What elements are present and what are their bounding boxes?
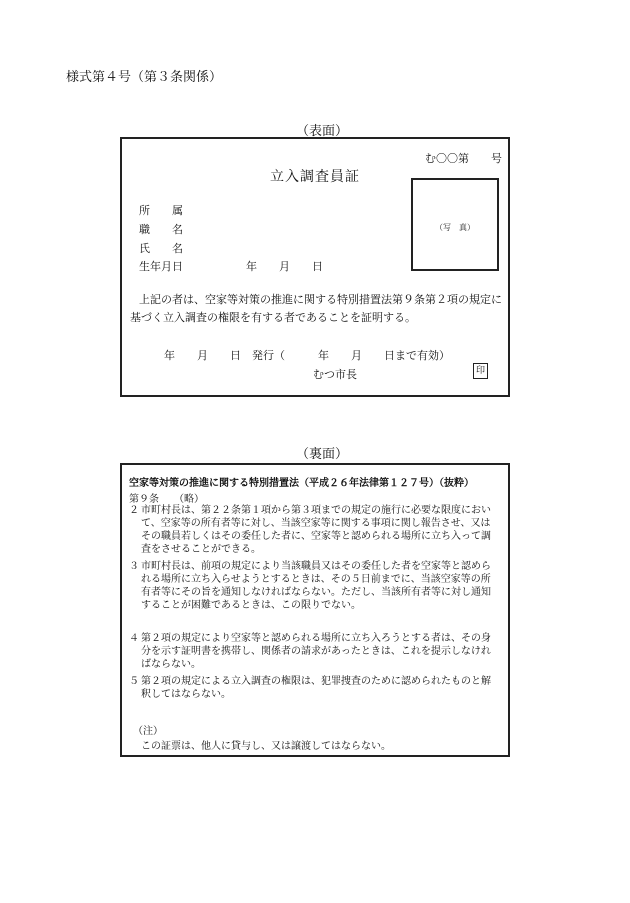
photo-label: （写 真） bbox=[435, 223, 475, 232]
card-title: 立入調査員証 bbox=[270, 169, 360, 185]
paragraph-text: 市町村長は、第２２条第１項から第３項までの規定の施行に必要な限度において、空家等の所有者等に対し、当該空家等に関する事項に関し報告させ、又はその職員若しくはその委任した者に、空家等と認められる場所に立ち入って調査をさせることができる。 bbox=[141, 505, 491, 555]
paragraph bbox=[129, 560, 499, 612]
paragraph-number: ２ bbox=[129, 505, 139, 516]
paragraph-text: 第２項の規定により空家等と認められる場所に立ち入ろうとする者は、その身分を示す証明書を携帯し、関係者の請求があったときは、これを提示しなければならない。 bbox=[141, 633, 491, 670]
field-name: 氏 名 bbox=[139, 242, 183, 255]
form-number: 様式第４号（第３条関係） bbox=[66, 70, 223, 85]
front-side-label: （表面） bbox=[296, 124, 349, 139]
paragraph bbox=[129, 675, 499, 701]
paragraph bbox=[129, 504, 499, 556]
paragraph bbox=[129, 632, 499, 671]
issue-date-line: 年 月 日 発行（ 年 月 日まで有効） bbox=[164, 349, 450, 362]
paragraph-text: 市町村長は、前項の規定により当該職員又はその委任した者を空家等と認められる場所に立ち入らせようとするときは、その５日前までに、当該空家等の所有者等にその旨を通知しなければならない。ただし、当該所有者等に対し通知することが困難であるときは、この限りでない。 bbox=[141, 561, 491, 611]
field-birth-date-ymd: 年 月 日 bbox=[246, 260, 323, 273]
note-label: （注） bbox=[133, 726, 163, 737]
photo-box bbox=[411, 178, 499, 271]
paragraph-number: ３ bbox=[129, 561, 139, 572]
article-heading: 第９条 （略） bbox=[129, 494, 204, 505]
seal-mark: 印 bbox=[473, 363, 488, 379]
certification-text: 上記の者は、空家等対策の推進に関する特別措置法第９条第２項の規定に基づく立入調査の権限を有する者であることを証明する。 bbox=[130, 293, 502, 324]
paragraph-number: ４ bbox=[129, 633, 139, 644]
field-affiliation: 所 属 bbox=[139, 204, 183, 217]
field-position: 職 名 bbox=[139, 223, 183, 236]
paragraph-number: ５ bbox=[129, 676, 139, 687]
card-number: む〇〇第 号 bbox=[425, 152, 502, 165]
issuer: むつ市長 bbox=[313, 368, 357, 381]
note-text: この証票は、他人に貸与し、又は譲渡してはならない。 bbox=[141, 741, 391, 752]
id-card-front bbox=[120, 137, 510, 397]
id-card-back bbox=[120, 463, 510, 757]
field-birth-date: 生年月日 bbox=[139, 260, 183, 273]
law-title: 空家等対策の推進に関する特別措置法（平成２６年法律第１２７号）（抜粋） bbox=[129, 478, 474, 489]
back-side-label: （裏面） bbox=[296, 447, 349, 462]
paragraph-text: 第２項の規定による立入調査の権限は、犯罪捜査のために認められたものと解釈してはならない。 bbox=[141, 676, 491, 700]
